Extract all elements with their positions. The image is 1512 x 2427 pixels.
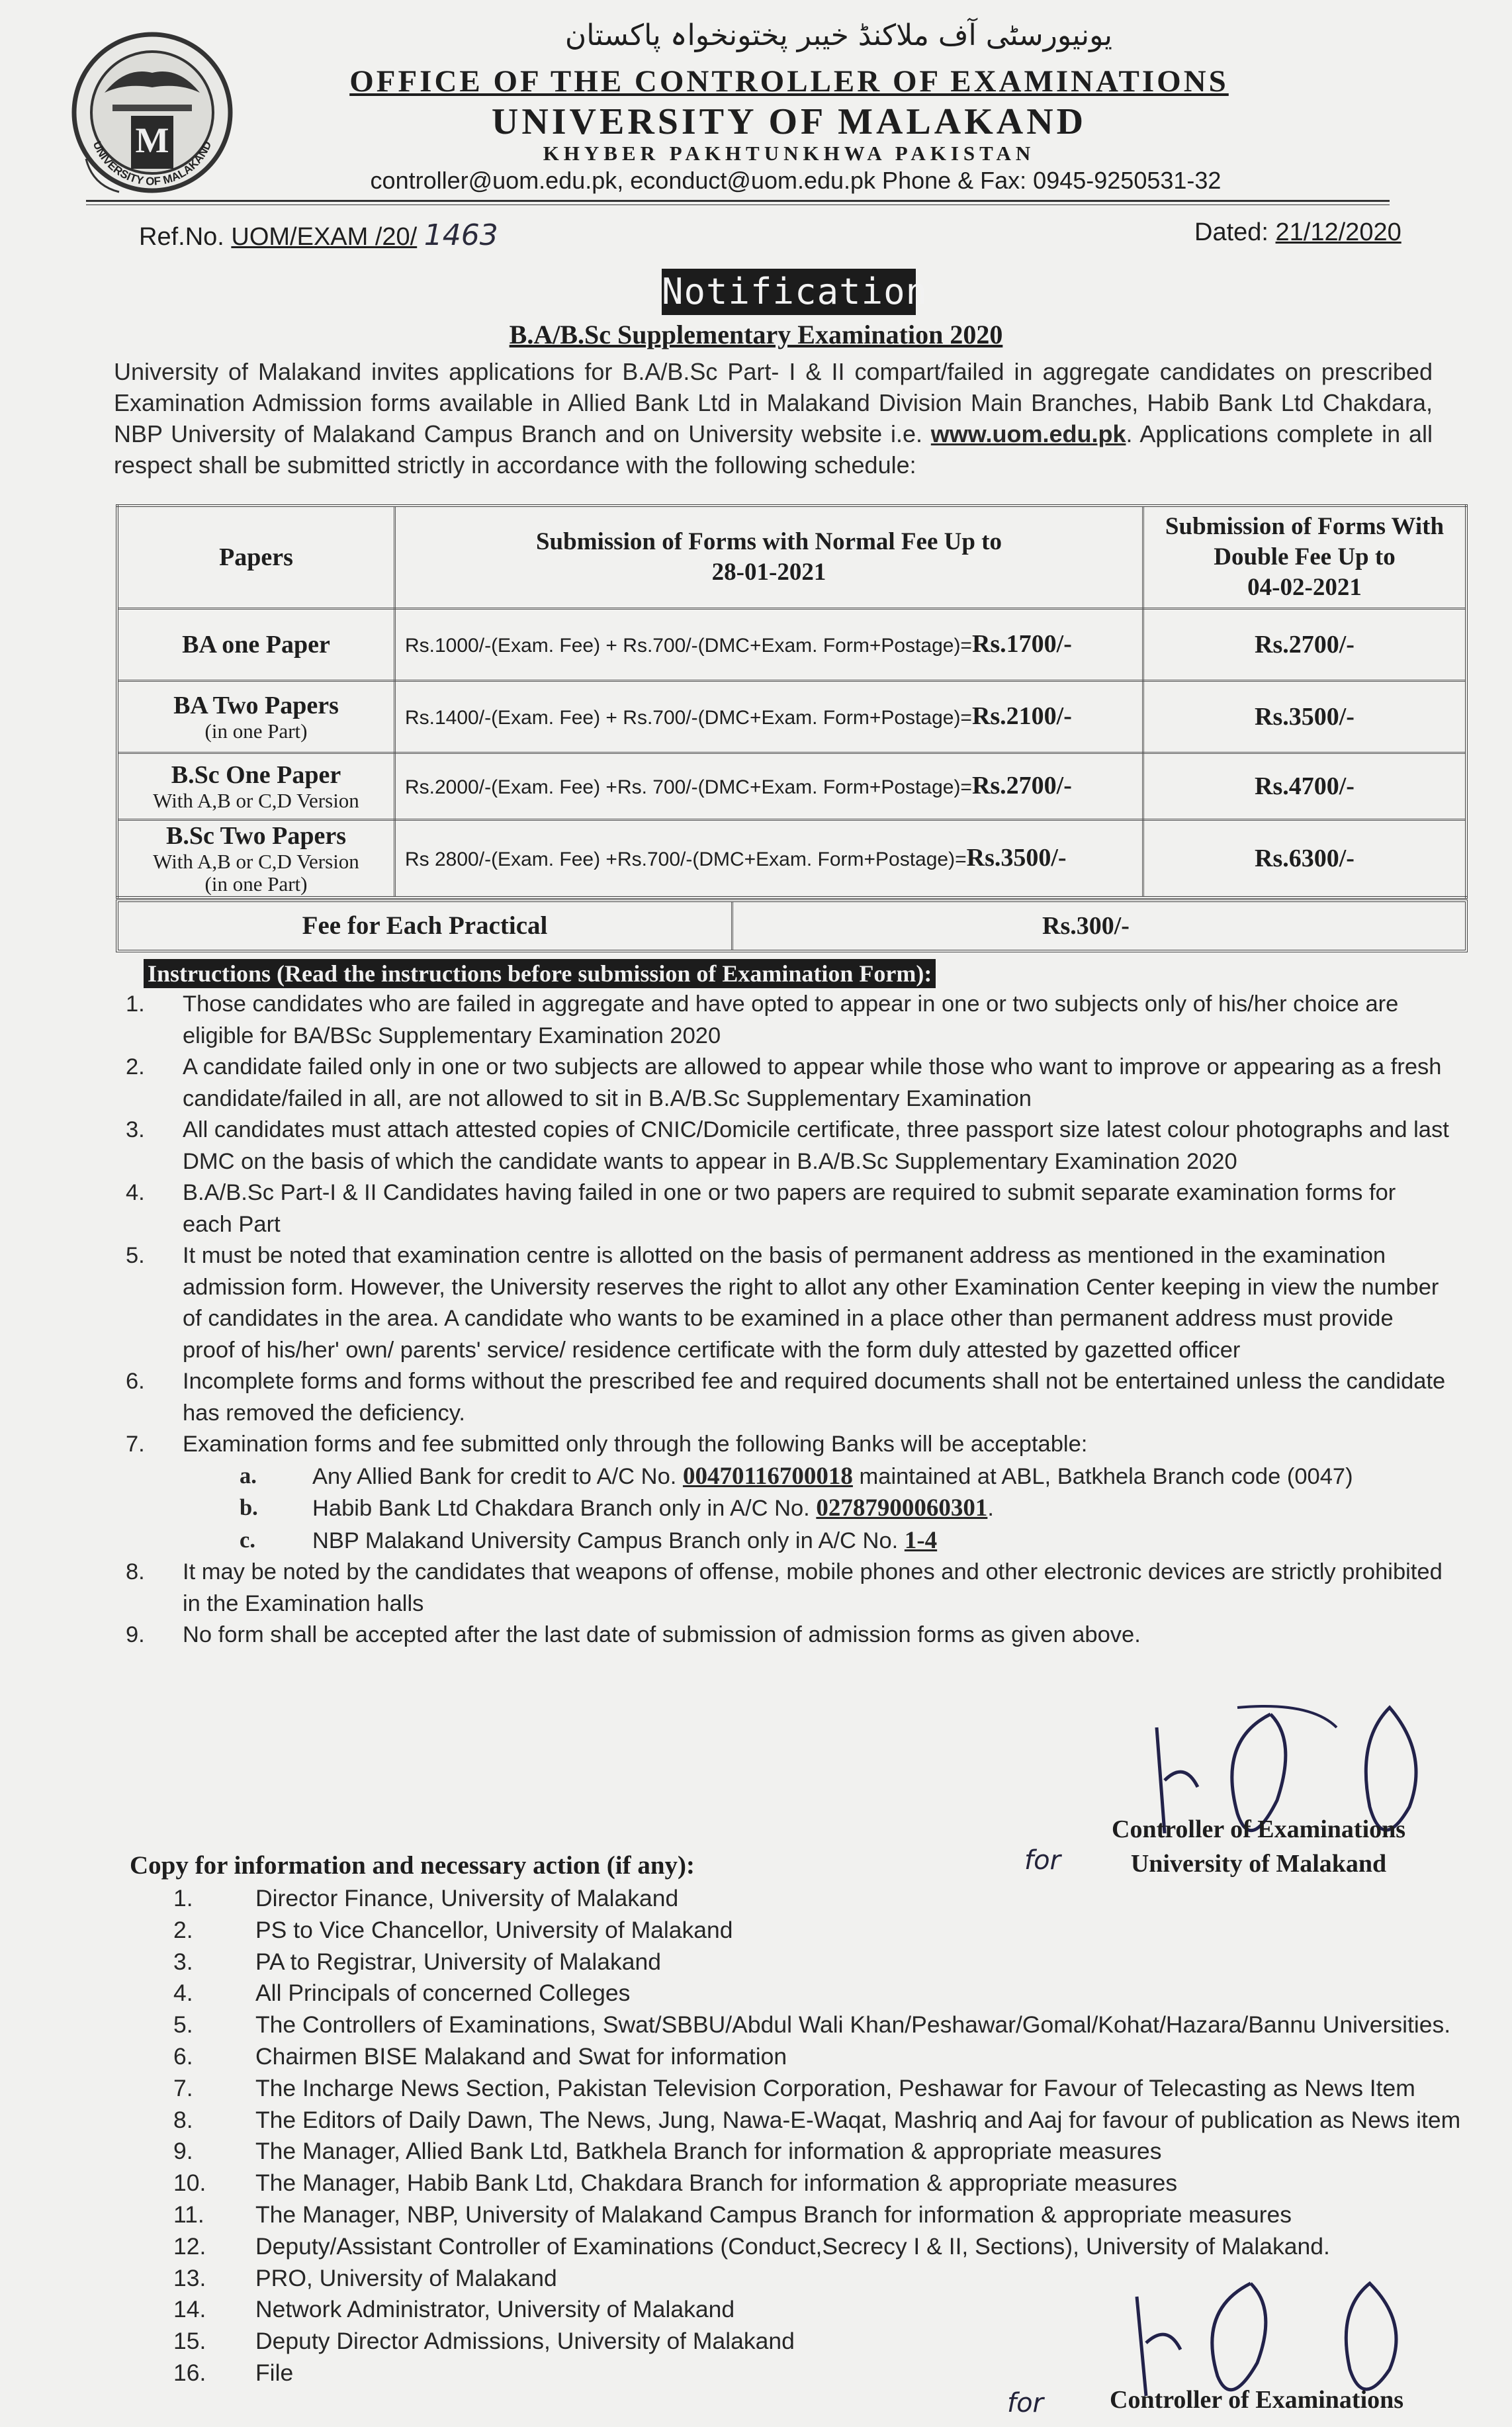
list-item (173, 1915, 1510, 1946)
account-number: 02787900060301 (816, 1494, 988, 1522)
list-item (173, 1946, 1510, 1978)
date-line (1194, 218, 1401, 247)
paper-note-2: (in one Part) (204, 872, 308, 895)
double-fee-date: 04-02-2021 (1247, 574, 1362, 601)
list-item (126, 1366, 1449, 1429)
paper-name: BA one Paper (182, 631, 330, 659)
item-number: 9. (126, 1622, 145, 1647)
fee-breakdown: Rs.1400/-(Exam. Fee) + Rs.700/-(DMC+Exam. Form+Postage)= (405, 706, 972, 729)
item-text: Director Finance, University of Malakand (255, 1885, 679, 1911)
double-fee-cell: Rs.6300/- (1143, 820, 1467, 898)
notification-heading: Notification (662, 269, 916, 315)
item-text: The Editors of Daily Dawn, The News, Jung, Nawa-E-Waqat, Mashriq and Aaj for favour of publication as News item (255, 2106, 1461, 2133)
list-item (173, 2199, 1510, 2231)
bank-post: maintained at ABL, Batkhela Branch code (0047) (859, 1463, 1353, 1489)
item-text: The Incharge News Section, Pakistan Television Corporation, Peshawar for Favour of Telecasting as News Item (255, 2074, 1415, 2101)
list-item (126, 1115, 1449, 1177)
item-number: 12. (173, 2232, 206, 2260)
item-text: The Manager, Allied Bank Ltd, Batkhela Branch for information & appropriate measures (255, 2138, 1162, 2165)
reference-number (139, 218, 498, 252)
double-fee-cell: Rs.4700/- (1143, 753, 1467, 820)
item-text: The Manager, Habib Bank Ltd, Chakdara Branch for information & appropriate measures (255, 2170, 1178, 2197)
date-label: Dated: (1194, 218, 1268, 246)
item-number: 7. (126, 1432, 145, 1457)
list-item (173, 2041, 1510, 2073)
item-number: 5. (126, 1243, 145, 1268)
item-text: Network Administrator, University of Malakand (255, 2296, 735, 2323)
item-text: Deputy Director Admissions, University of Malakand (255, 2328, 795, 2355)
item-text: File (255, 2359, 294, 2386)
controller-block (1112, 1812, 1405, 1881)
item-number: 7. (173, 2074, 193, 2101)
bank-item (126, 1461, 1449, 1493)
practical-fee-label: Fee for Each Practical (118, 902, 733, 950)
col-header-normal-fee (395, 506, 1143, 609)
instructions-heading: Instructions (Read the instructions before submission of Examination Form): (144, 959, 936, 988)
office-title: OFFICE OF THE CONTROLLER OF EXAMINATIONS (349, 64, 1229, 99)
paper-name: B.Sc One Paper (171, 761, 341, 789)
normal-fee-cell (395, 681, 1143, 753)
item-text: All Principals of concerned Colleges (255, 1980, 631, 2007)
bank-pre: Habib Bank Ltd Chakdara Branch only in A/C No. (312, 1496, 810, 1521)
table-row (117, 753, 1466, 820)
date-value: 21/12/2020 (1275, 218, 1401, 246)
list-item (173, 2168, 1510, 2199)
item-text: B.A/B.Sc Part-I & II Candidates having failed in one or two papers are required to submit separate examination forms for each Part (183, 1180, 1396, 1237)
table-row (117, 820, 1466, 898)
item-text: Deputy/Assistant Controller of Examinations (Conduct,Secrecy I & II, Sections), University of Malakand. (255, 2232, 1330, 2260)
bank-item (126, 1492, 1449, 1525)
ref-handwritten-number: 1463 (423, 218, 498, 252)
normal-fee-label: Submission of Forms with Normal Fee Up to (535, 528, 1002, 555)
col-header-papers: Papers (117, 506, 395, 609)
list-item (173, 2009, 1510, 2041)
item-number: 11. (173, 2201, 204, 2228)
paper-cell (117, 681, 395, 753)
item-text: PA to Registrar, University of Malakand (255, 1948, 661, 1975)
paper-note: With A,B or C,D Version (153, 789, 359, 812)
paper-cell (117, 820, 395, 898)
paper-name: BA Two Papers (173, 692, 339, 719)
list-item (126, 1052, 1449, 1115)
bank-text (312, 1492, 994, 1525)
for-initial: for (1024, 1845, 1061, 1876)
item-number: 16. (173, 2359, 206, 2386)
notice-subject: B.A/B.Sc Supplementary Examination 2020 (509, 320, 1003, 349)
list-item (173, 1883, 1510, 1915)
list-item (126, 1240, 1449, 1366)
intro-end: . (1126, 420, 1133, 447)
intro-paragraph (114, 356, 1433, 481)
svg-text:M: M (135, 120, 169, 160)
controller-title: Controller of Examinations (1112, 1815, 1406, 1843)
list-item (126, 1429, 1449, 1461)
paper-note: With A,B or C,D Version (153, 850, 359, 873)
letterhead-rule (86, 200, 1390, 202)
item-number: 2. (173, 1916, 193, 1943)
item-text: PS to Vice Chancellor, University of Malakand (255, 1916, 733, 1943)
controller-org: University of Malakand (1130, 1850, 1387, 1878)
bank-post: . (987, 1496, 994, 1521)
table-row (117, 609, 1466, 681)
bank-pre: NBP Malakand University Campus Branch only in A/C No. (312, 1528, 899, 1553)
for-initial-2: for (1007, 2388, 1044, 2418)
paper-cell (117, 609, 395, 681)
intro-text: University of Malakand invites applications for B.A/B.Sc Part- I & II compart/failed in aggregate candidates on prescribed Examination Admission forms available in Allied Bank Ltd in Malakand Division Main Branches, Habib Bank Ltd Chakdara, NBP University of Malakand Campus Branch and on University website i.e. (114, 358, 1433, 447)
list-item (173, 2105, 1510, 2136)
urdu-university-name: یونیورسٹی آف ملاکنڈ خیبر پختونخواہ پاکستان (564, 19, 1113, 52)
item-text: Incomplete forms and forms without the prescribed fee and required documents shall not be entertained unless the candidate has removed the deficiency. (183, 1369, 1446, 1426)
bank-text (312, 1525, 937, 1557)
ref-label: Ref.No. (139, 223, 224, 251)
bank-letter: c. (240, 1527, 255, 1553)
table-row (117, 681, 1466, 753)
account-number: 00470116700018 (682, 1462, 853, 1490)
item-text: The Controllers of Examinations, Swat/SBBU/Abdul Wali Khan/Peshawar/Gomal/Kohat/Hazara/Bannu Universities. (255, 2011, 1451, 2038)
item-text: It must be noted that examination centre is allotted on the basis of permanent address as mentioned in the examination admission form. However, the University reserves the right to allot any other Examination Center keeping in view the number of candidates in the area. A candidate who wants to be examined in a place other than permanent address must provide proof of his/her' own/ parents' service/ residence certificate with the form duly attested by gazetted officer (183, 1243, 1439, 1363)
svg-text:UNIVERSITY OF MALAKAND: UNIVERSITY OF MALAKAND (90, 139, 214, 188)
item-text: PRO, University of Malakand (255, 2264, 557, 2291)
bank-letter: b. (240, 1495, 258, 1520)
contact-line: controller@uom.edu.pk, econduct@uom.edu.pk Phone & Fax: 0945-9250531-32 (370, 167, 1222, 194)
item-text: The Manager, NBP, University of Malakand Campus Branch for information & appropriate measures (255, 2201, 1292, 2228)
paper-name: B.Sc Two Papers (166, 822, 346, 850)
fee-breakdown: Rs.1000/-(Exam. Fee) + Rs.700/-(DMC+Exam. Form+Postage)= (405, 634, 972, 657)
list-item (173, 2136, 1510, 2168)
col-header-double-fee (1143, 506, 1467, 609)
list-item (126, 989, 1449, 1052)
item-text: Examination forms and fee submitted only through the following Banks will be acceptable: (183, 1432, 1088, 1457)
bank-text (312, 1461, 1353, 1493)
double-fee-cell: Rs.3500/- (1143, 681, 1467, 753)
list-item (126, 1557, 1449, 1620)
list-item (173, 1978, 1510, 2009)
item-number: 13. (173, 2264, 206, 2291)
bank-letter: a. (240, 1463, 257, 1488)
normal-fee-date: 28-01-2021 (711, 559, 826, 586)
item-number: 8. (126, 1559, 145, 1584)
normal-fee-cell (395, 753, 1143, 820)
item-number: 10. (173, 2170, 206, 2197)
item-number: 4. (173, 1980, 193, 2007)
fee-breakdown: Rs 2800/-(Exam. Fee) +Rs.700/-(DMC+Exam. Form+Postage)= (405, 848, 967, 870)
ref-number: UOM/EXAM /20/ (231, 223, 418, 251)
double-fee-cell: Rs.2700/- (1143, 609, 1467, 681)
list-item (173, 2073, 1510, 2105)
fee-total: Rs.2700/- (971, 771, 1072, 800)
copy-heading: Copy for information and necessary action (if any): (130, 1851, 695, 1880)
normal-fee-cell (395, 820, 1143, 898)
intro-text-2: Applications complete in all respect shall be submitted strictly in accordance with the following schedule: (114, 420, 1433, 479)
item-number: 1. (126, 991, 145, 1017)
item-number: 8. (173, 2106, 193, 2133)
item-text: Chairmen BISE Malakand and Swat for information (255, 2042, 787, 2070)
item-number: 14. (173, 2296, 206, 2323)
item-number: 15. (173, 2328, 206, 2355)
copy-signer: Controller of Examinations (1110, 2386, 1404, 2414)
region-line: KHYBER PAKHTUNKHWA PAKISTAN (543, 142, 1036, 165)
list-item (173, 2231, 1510, 2263)
item-text: No form shall be accepted after the last date of submission of admission forms as given above. (183, 1622, 1141, 1647)
bank-item (126, 1525, 1449, 1557)
item-text: Those candidates who are failed in aggregate and have opted to appear in one or two subjects only of his/her choice are eligible for BA/BSc Supplementary Examination 2020 (183, 991, 1399, 1048)
paper-cell (117, 753, 395, 820)
fee-total: Rs.1700/- (971, 629, 1072, 658)
fee-table-header (117, 506, 1466, 609)
double-fee-label: Submission of Forms With Double Fee Up to (1165, 513, 1445, 571)
fee-total: Rs.2100/- (971, 702, 1072, 730)
item-text: A candidate failed only in one or two subjects are allowed to appear while those who want to improve or appearing as a fresh candidate/failed in all, are not allowed to sit in B.A/B.Sc Supplementary Examination (183, 1054, 1442, 1111)
item-number: 4. (126, 1180, 145, 1205)
fee-total: Rs.3500/- (966, 843, 1067, 872)
item-number: 5. (173, 2011, 193, 2038)
item-number: 3. (173, 1948, 193, 1975)
practical-fee-row (116, 899, 1468, 952)
list-item (126, 1620, 1449, 1651)
website-link[interactable]: www.uom.edu.pk (930, 420, 1126, 447)
fee-table (116, 504, 1468, 899)
bank-pre: Any Allied Bank for credit to A/C No. (312, 1463, 677, 1489)
item-number: 6. (126, 1369, 145, 1394)
item-number: 9. (173, 2138, 193, 2165)
university-name: UNIVERSITY OF MALAKAND (491, 101, 1087, 142)
item-number: 1. (173, 1885, 193, 1911)
instructions-list (126, 989, 1449, 1651)
item-text: It may be noted by the candidates that weapons of offense, mobile phones and other electronic devices are strictly prohibited in the Examination halls (183, 1559, 1443, 1616)
item-number: 3. (126, 1117, 145, 1142)
item-number: 2. (126, 1054, 145, 1079)
account-number: 1-4 (904, 1526, 938, 1554)
fee-breakdown: Rs.2000/-(Exam. Fee) +Rs. 700/-(DMC+Exam. Form+Postage)= (405, 776, 972, 798)
list-item (126, 1177, 1449, 1240)
paper-note: (in one Part) (204, 719, 308, 743)
normal-fee-cell (395, 609, 1143, 681)
item-number: 6. (173, 2042, 193, 2070)
practical-fee-value: Rs.300/- (1042, 912, 1130, 940)
item-text: All candidates must attach attested copies of CNIC/Domicile certificate, three passport size latest colour photographs and last DMC on the basis of which the candidate wants to appear in B.A/B.Sc Supplementary Examination 2020 (183, 1117, 1449, 1174)
